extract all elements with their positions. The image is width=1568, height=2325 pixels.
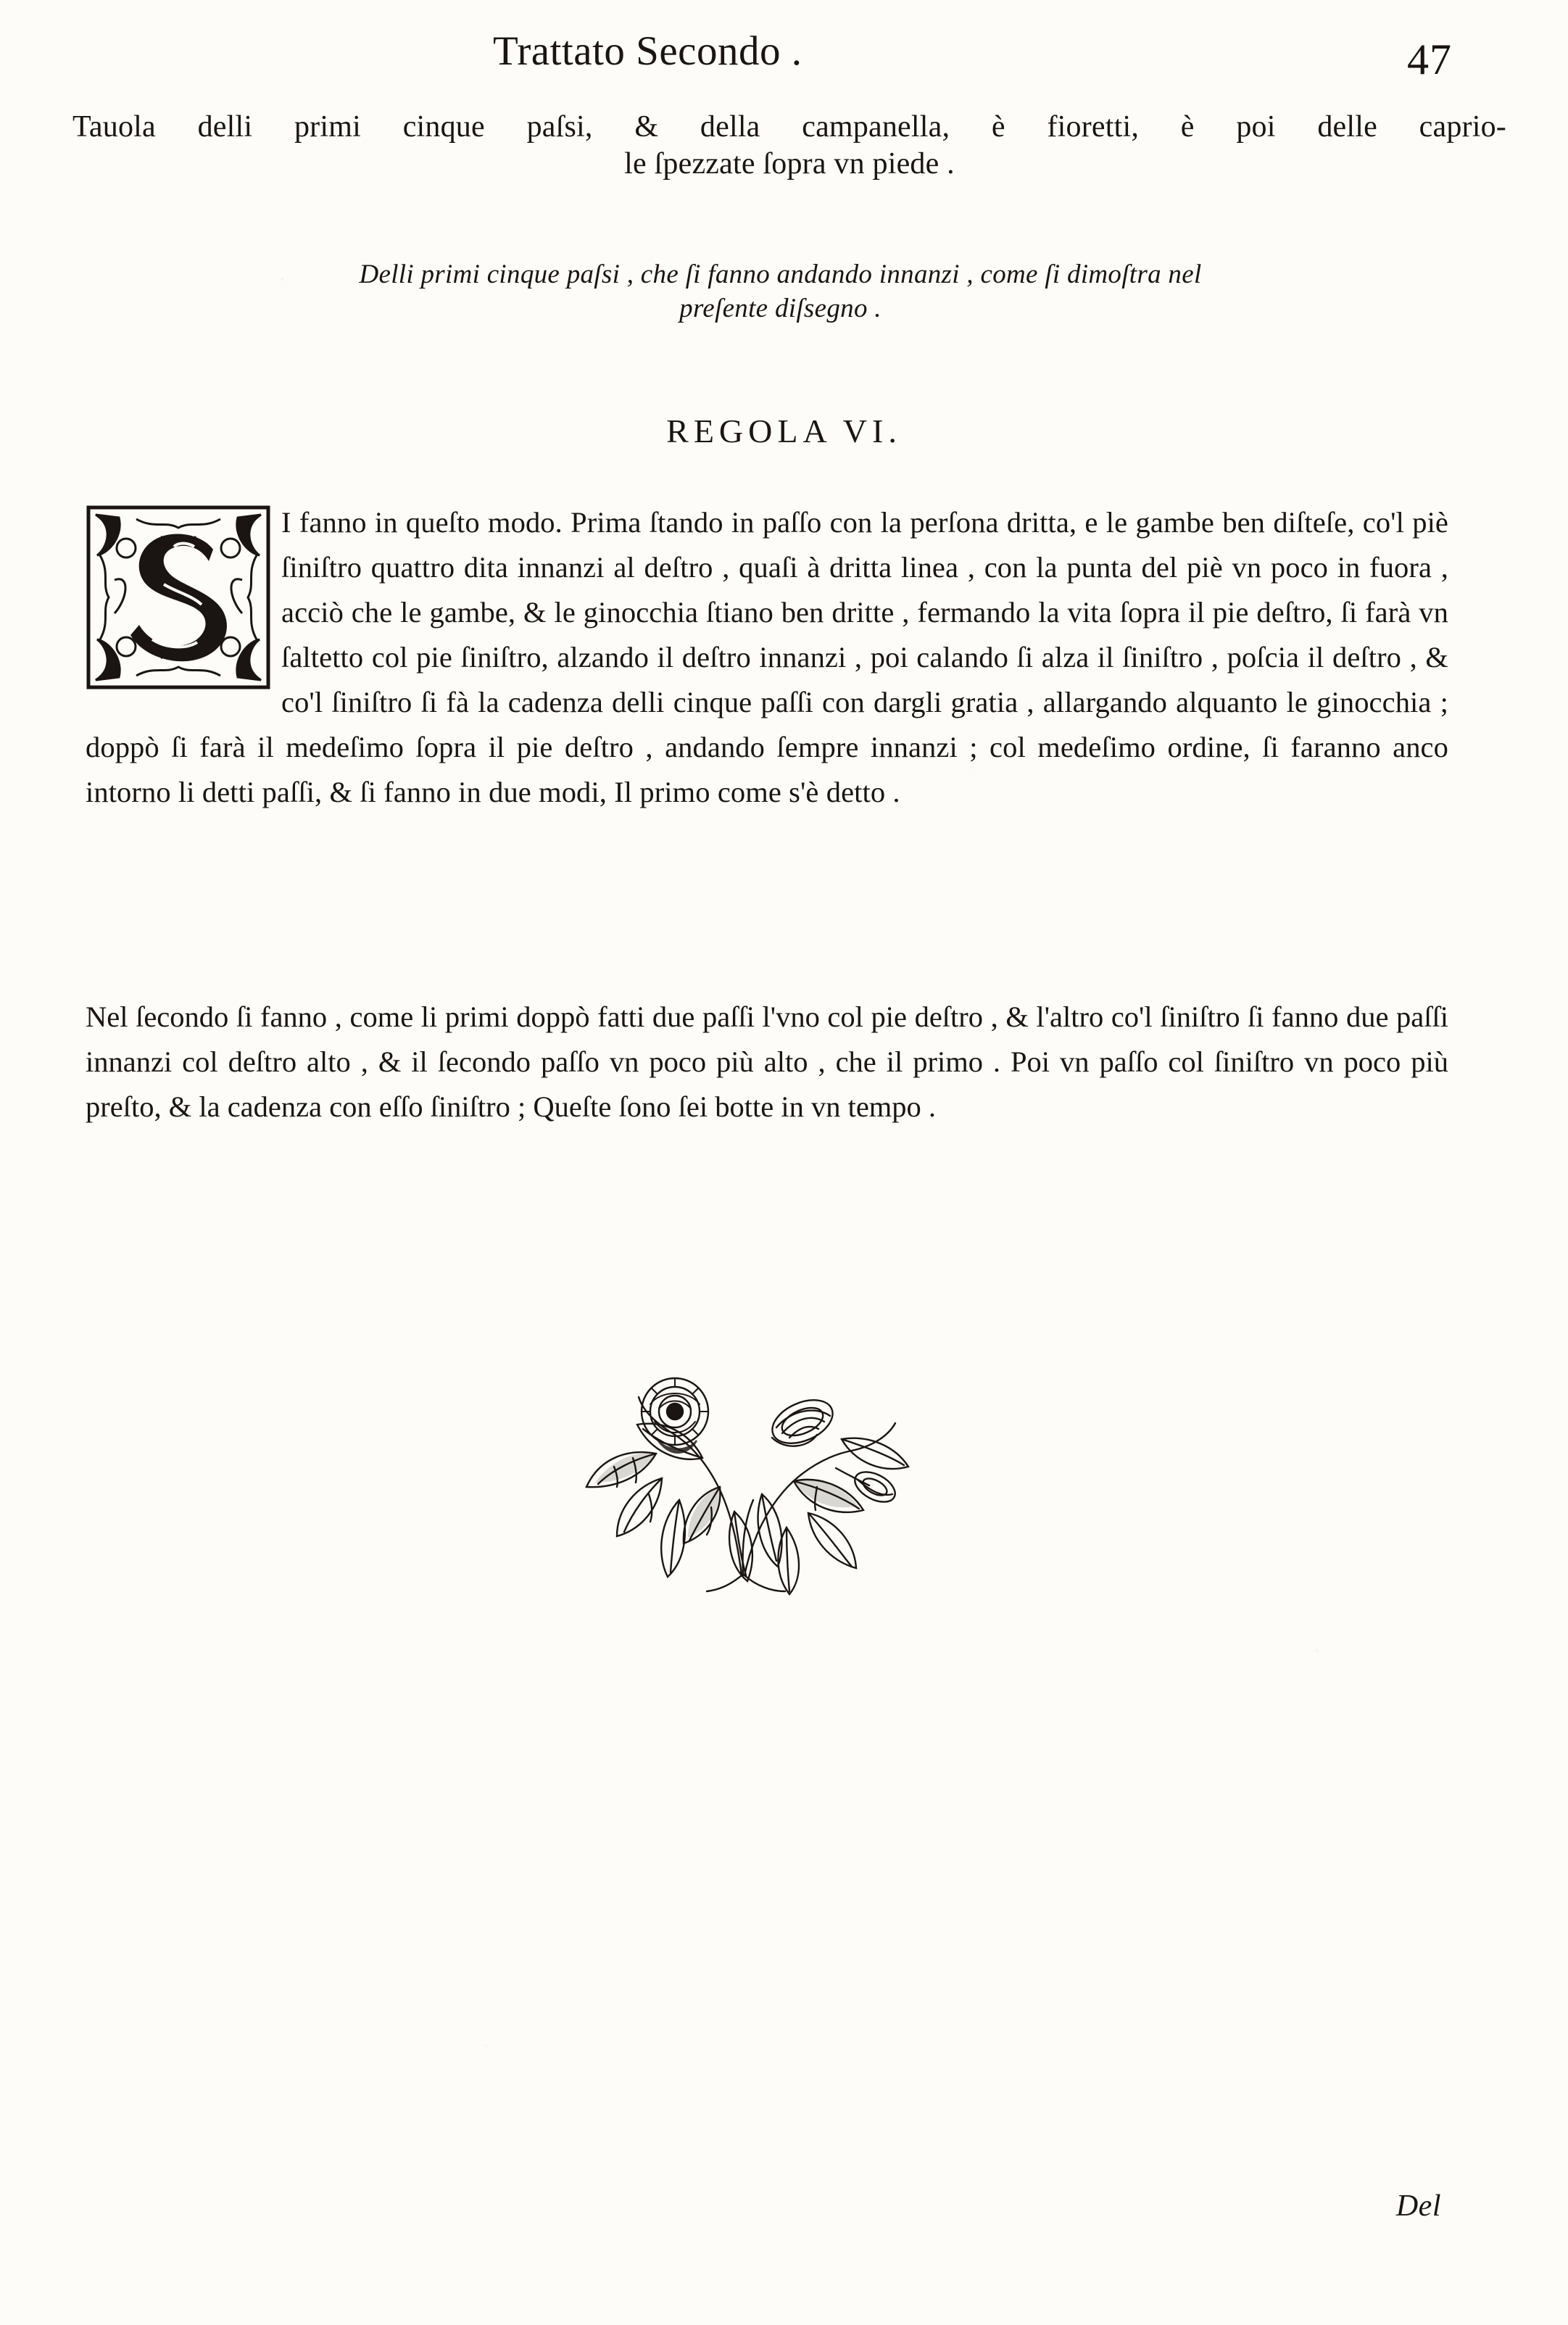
argomento-line-1: Delli primi cinque paſsi , che ſi fanno andando innanzi , come ſi dimoſtra nel xyxy=(359,260,1202,289)
rule-heading: REGOLA VI. xyxy=(666,413,902,449)
decorated-initial-s xyxy=(86,505,271,690)
tavola-line-1: Tauola delli primi cinque paſsi, & della campanella, è fioretti, è poi delle caprio- xyxy=(72,110,1506,144)
body-text-1: I fanno in queſto modo. Prima ſtando in paſſo con la perſona dritta, e le gambe ben diſteſe, co'l piè ſiniſtro quattro dita innanzi al deſtro , quaſi à dritta linea , con la punta del piè vn poco in fuora , acciò che le gambe, & le ginocchia ſtiano ben dritte , fermando la vita ſopra il pie deſtro, ſi farà vn ſaltetto col pie ſiniſtro, alzando il deſtro innanzi , poi calando ſi alza il ſiniſtro , poſcia il deſtro , & co'l ſiniſtro ſi fà la cadenza delli cinque paſſi con dargli gratia , allargando alquanto le ginocchia ; doppò ſi farà il medeſimo ſopra il pie deſtro , andando ſempre innanzi ; col medeſimo ordine, ſi faranno anco intorno li detti paſſi, & ſi fanno in due modi, Il primo come s'è detto . xyxy=(86,506,1448,808)
running-title: Trattato Secondo . xyxy=(493,28,802,74)
body-text-2: Nel ſecondo ſi fanno , come li primi doppò fatti due paſſi l'vno col pie deſtro , & l'altro co'l ſiniſtro ſi fanno due paſſi innanzi col deſtro alto , & il ſecondo paſſo vn poco più alto , che il primo . Poi vn paſſo col ſiniſtro vn poco più preſto, & la cadenza con eſſo ſiniſtro ; Queſte ſono ſei botte in vn tempo . xyxy=(86,1000,1448,1123)
argument-italic xyxy=(138,257,1423,326)
table-of-contents-heading xyxy=(72,109,1506,183)
folio-number: 47 xyxy=(1407,36,1452,83)
argomento-line-2: preſente diſsegno . xyxy=(679,294,882,324)
body-paragraph-1 xyxy=(86,500,1448,815)
body-paragraph-2 xyxy=(86,995,1448,1130)
page-header xyxy=(87,28,1496,86)
catchword: Del xyxy=(1395,2189,1441,2223)
tavola-line-2: le ſpezzate ſopra vn piede . xyxy=(624,147,955,181)
floral-woodcut-ornament-icon xyxy=(547,1345,939,1606)
